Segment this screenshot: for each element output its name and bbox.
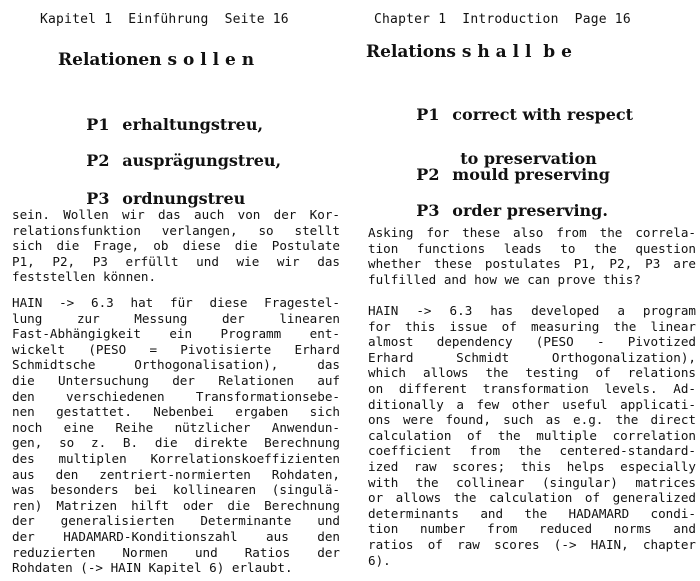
text-line: sein. Wollen wir das auch von der Kor-: [12, 207, 340, 222]
page-header-english: Chapter 1 Introduction Page 16: [374, 12, 631, 27]
text-line: Fast-Abhängigkeit ein Programm ent-: [12, 326, 340, 342]
text-line: calculation of the multiple correlation: [368, 427, 696, 443]
text-line: Asking for these also from the correla-: [368, 225, 696, 240]
paragraph-2-german: [12, 295, 340, 576]
text-line: HAIN -> 6.3 has developed a program: [368, 303, 696, 318]
text-line: ized raw scores; this helps especially: [368, 458, 696, 474]
text-line: with the collinear (singular) matrices: [368, 474, 696, 490]
property-text: order preserving.: [452, 201, 608, 220]
property-text: ordnungstreu: [122, 189, 246, 208]
property-code: P2: [416, 165, 440, 184]
intro-heading-german: Relationen s o l l e n: [58, 50, 255, 70]
text-line: ratios of raw scores (-> HAIN, chapter: [368, 536, 696, 552]
text-line: relationsfunktion verlangen, so stellt: [12, 222, 340, 238]
text-line: reduzierten Normen und Ratios der: [12, 544, 340, 560]
text-line: feststellen können.: [12, 269, 157, 285]
text-line: des multiplen Korrelationskoeffizienten: [12, 450, 340, 466]
property-code: P2: [86, 151, 110, 170]
paragraph-2-english: [368, 303, 696, 568]
text-line: noch eine Reihe nützlicher Anwendun-: [12, 419, 340, 435]
property-text: erhaltungstreu,: [122, 115, 264, 134]
text-line: tion number from reduced norms and: [368, 521, 696, 537]
property-text: correct with respect: [452, 105, 633, 124]
text-line: was besonders bei kollinearen (singulä-: [12, 482, 340, 498]
text-line: Erhard Schmidt Orthogonalization),: [368, 349, 696, 365]
text-line: lung zur Messung der linearen: [12, 310, 340, 326]
page-header-german: Kapitel 1 Einführung Seite 16: [40, 12, 289, 27]
text-line: which allows the testing of relations: [368, 365, 696, 381]
property-text: ausprägungstreu,: [122, 151, 282, 170]
paragraph-1-english: [368, 225, 696, 287]
text-line: almost dependency (PESO - Pivotized: [368, 334, 696, 350]
property-code: P1: [86, 115, 110, 134]
text-line: wickelt (PESO = Pivotisierte Erhard: [12, 341, 340, 357]
text-line: fulfilled and how we can prove this?: [368, 271, 641, 287]
text-line: or allows the calculation of generalized: [368, 490, 696, 506]
text-line: determinants and the HADAMARD condi-: [368, 505, 696, 521]
text-line: aus den zentriert-normierten Rohdaten,: [12, 466, 340, 482]
text-line: P1, P2, P3 erfüllt und wie wir das: [12, 253, 340, 269]
text-line: ren) Matrizen hilft oder die Berechnung: [12, 497, 340, 513]
property-code: P3: [86, 189, 110, 208]
text-line: ons were found, such as e.g. the direct: [368, 412, 696, 428]
text-line: for this issue of measuring the linear: [368, 318, 696, 334]
text-line: tion functions leads to the question: [368, 240, 696, 256]
text-line: den verschiedenen Transformationsebe-: [12, 388, 340, 404]
text-line: HAIN -> 6.3 hat für diese Fragestel-: [12, 295, 340, 310]
text-line: sich die Frage, ob diese die Postulate: [12, 238, 340, 254]
text-line: whether these postulates P1, P2, P3 are: [368, 256, 696, 272]
property-text: to preservation: [460, 149, 597, 168]
text-line: on different transformation levels. Ad-: [368, 380, 696, 396]
text-line: ditionally a few other useful applicati-: [368, 396, 696, 412]
text-line: 6).: [368, 552, 391, 568]
text-line: der generalisierten Determinante und: [12, 513, 340, 529]
property-code: P1: [416, 105, 440, 124]
text-line: coefficient from the centered-standard-: [368, 443, 696, 459]
text-line: Rohdaten (-> HAIN Kapitel 6) erlaubt.: [12, 560, 293, 576]
property-text: mould preserving: [452, 165, 610, 184]
text-line: der HADAMARD-Konditionszahl aus den: [12, 528, 340, 544]
text-line: die Untersuchung der Relationen auf: [12, 372, 340, 388]
text-line: nen gestattet. Nebenbei ergaben sich: [12, 404, 340, 420]
intro-heading-english: Relations s h a l l b e: [366, 42, 572, 62]
text-line: Schmidtsche Orthogonalisation), das: [12, 357, 340, 373]
text-line: gen, so z. B. die direkte Berechnung: [12, 435, 340, 451]
paragraph-1-german: [12, 207, 340, 285]
property-code: P3: [416, 201, 440, 220]
